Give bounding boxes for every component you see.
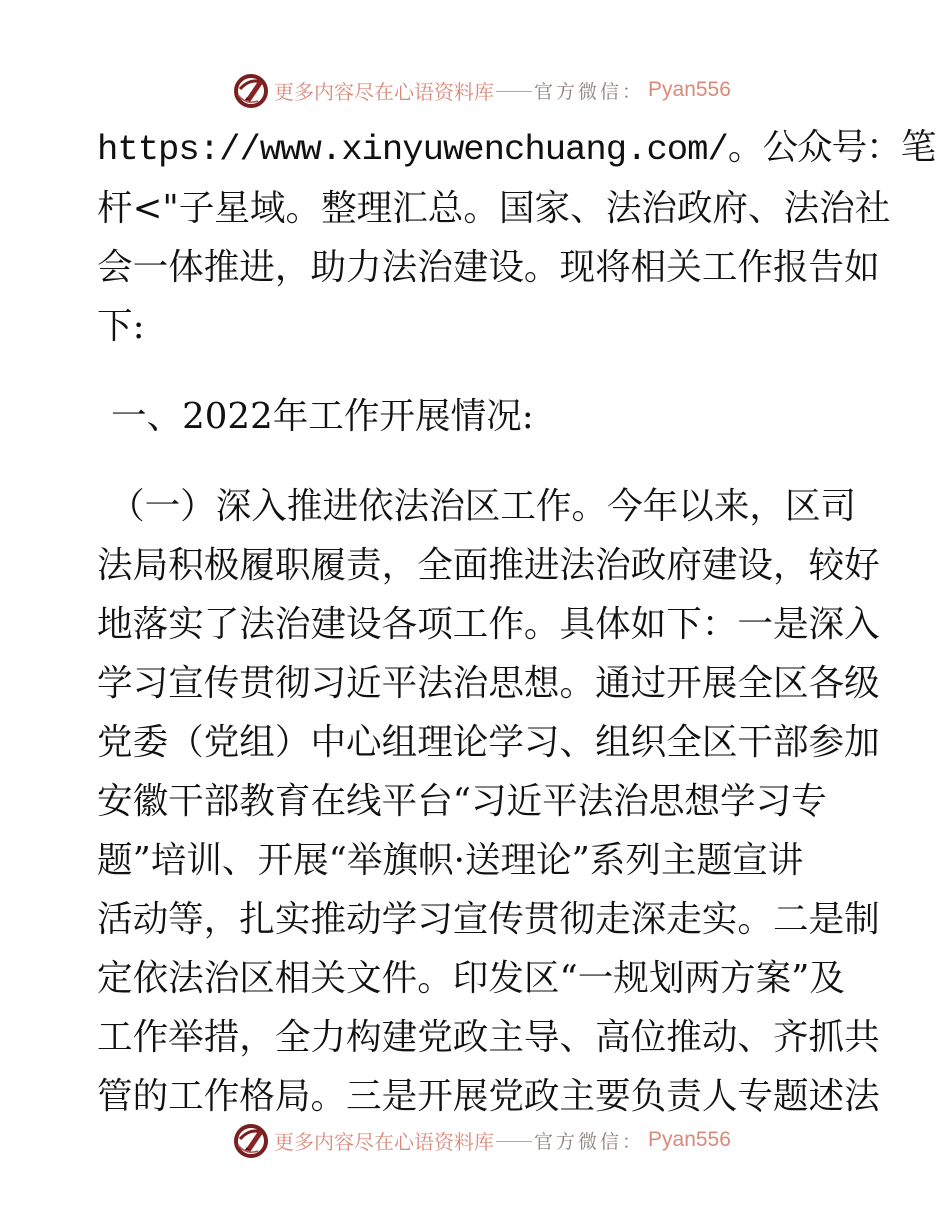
subsection-line-8: 活动等，扎实推动学习宣传贯彻走深走实。二是制 — [97, 899, 880, 940]
footer-watermark — [232, 1120, 731, 1160]
intro-line-2: 杆<"子星域。整理汇总。国家、法治政府、法治社 — [97, 188, 891, 229]
header-watermark — [232, 70, 731, 110]
paragraph-gap — [97, 446, 857, 477]
watermark-dash — [496, 91, 532, 92]
subsection-line-7: 题”培训、开展“举旗帜·送理论”系列主题宣讲 — [97, 840, 804, 881]
paragraph-gap — [97, 356, 857, 387]
subsection-line-3: 地落实了法治建设各项工作。具体如下：一是深入 — [97, 604, 880, 645]
intro-line-4: 下: — [97, 306, 145, 347]
subsection-line-4: 学习宣传贯彻习近平法治思想。通过开展全区各级 — [97, 663, 880, 704]
watermark-main-text: 更多内容尽在心语资料库 — [274, 1129, 494, 1154]
document-body — [97, 120, 936, 1126]
subsection-line-5: 党委（党组）中心组理论学习、组织全区干部参加 — [97, 722, 880, 763]
intro-line-1: https://www.xinyuwenchuang.com/。公众号：笔 — [97, 129, 936, 170]
watermark-main-text: 更多内容尽在心语资料库 — [274, 79, 494, 104]
subsection-line-6: 安徽干部教育在线平台“习近平法治思想学习专 — [97, 781, 827, 822]
subsection-line-9: 定依法治区相关文件。印发区“一规划两方案”及 — [97, 958, 845, 999]
pen-in-circle-logo-icon — [232, 1121, 270, 1159]
pen-in-circle-logo-icon — [232, 71, 270, 109]
subsection-line-10: 工作举措，全力构建党政主导、高位推动、齐抓共 — [97, 1017, 880, 1058]
watermark-wechat-id: Pyan556 — [648, 78, 731, 101]
subsection-line-1: （一）深入推进依法治区工作。今年以来，区司 — [109, 486, 857, 527]
subsection-line-2: 法局积极履职履责，全面推进法治政府建设，较好 — [97, 545, 880, 586]
section-heading: 一、2022年工作开展情况: — [111, 396, 534, 437]
intro-line-3: 会一体推进，助力法治建设。现将相关工作报告如 — [97, 247, 880, 288]
watermark-dash — [496, 1141, 532, 1142]
watermark-sub-text: 官方微信： — [534, 1130, 645, 1153]
watermark-wechat-id: Pyan556 — [648, 1128, 731, 1151]
watermark-sub-text: 官方微信： — [534, 80, 645, 103]
subsection-line-11: 管的工作格局。三是开展党政主要负责人专题述法 — [97, 1076, 880, 1117]
